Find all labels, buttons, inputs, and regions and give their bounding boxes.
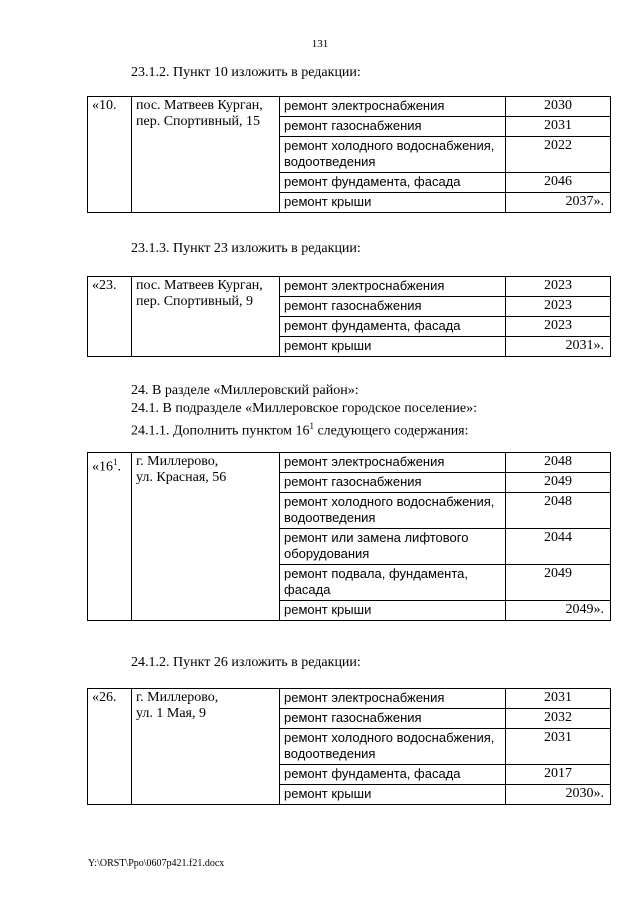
superscript: 1: [309, 421, 314, 431]
section-24-heading: 24. В разделе «Миллеровский район»:: [131, 383, 359, 398]
heading-text: следующего содержания:: [313, 423, 469, 439]
table-row: [88, 453, 611, 473]
work-year: 2037».: [506, 193, 611, 213]
item-address: [132, 689, 280, 805]
address-line-1: г. Миллерово,: [136, 454, 219, 469]
work-year: 2031».: [506, 337, 611, 357]
table-item-26: [87, 688, 611, 805]
section-24-1-2-heading: 24.1.2. Пункт 26 изложить в редакции:: [131, 655, 361, 670]
table-row: [88, 277, 611, 297]
work-year: 2022: [506, 137, 611, 173]
work-year: 2031: [506, 729, 611, 765]
work-year: 2049».: [506, 601, 611, 621]
table-item-23: [87, 276, 611, 357]
work-type: ремонт электроснабжения: [280, 689, 506, 709]
item-number-main: «16: [92, 459, 113, 475]
work-type: ремонт подвала, фундамента, фасада: [280, 565, 506, 601]
item-number: «10.: [88, 97, 132, 213]
work-type: ремонт крыши: [280, 785, 506, 805]
work-year: 2031: [506, 689, 611, 709]
address-line-1: пос. Матвеев Курган,: [136, 98, 263, 113]
section-24-1-1-heading: [131, 418, 469, 440]
work-type: ремонт крыши: [280, 193, 506, 213]
work-year: 2030».: [506, 785, 611, 805]
work-type: ремонт крыши: [280, 337, 506, 357]
section-24-1-heading: 24.1. В подразделе «Миллеровское городское поселение»:: [131, 401, 477, 416]
work-type: ремонт газоснабжения: [280, 473, 506, 493]
address-line-2: ул. 1 Мая, 9: [136, 706, 206, 721]
table-item-10: [87, 96, 611, 213]
footer-file-path: Y:\ORST\Ppo\0607p421.f21.docx: [88, 858, 225, 869]
item-number: «23.: [88, 277, 132, 357]
heading-text: 24.1.1. Дополнить пунктом 16: [131, 423, 310, 439]
table-item-16-1: [87, 452, 611, 621]
table-row: [88, 689, 611, 709]
work-type: ремонт газоснабжения: [280, 117, 506, 137]
item-number-tail: .: [117, 459, 121, 475]
address-line-2: пер. Спортивный, 15: [136, 114, 260, 129]
work-type: ремонт фундамента, фасада: [280, 173, 506, 193]
item-address: [132, 97, 280, 213]
address-line-1: пос. Матвеев Курган,: [136, 278, 263, 293]
work-type: ремонт холодного водоснабжения, водоотведения: [280, 729, 506, 765]
work-type: ремонт фундамента, фасада: [280, 317, 506, 337]
address-line-1: г. Миллерово,: [136, 690, 219, 705]
work-year: 2031: [506, 117, 611, 137]
work-type: ремонт или замена лифтового оборудования: [280, 529, 506, 565]
item-address: [132, 277, 280, 357]
work-year: 2023: [506, 317, 611, 337]
item-number: [88, 453, 132, 621]
work-year: 2048: [506, 453, 611, 473]
work-year: 2048: [506, 493, 611, 529]
work-year: 2044: [506, 529, 611, 565]
work-type: ремонт газоснабжения: [280, 297, 506, 317]
section-23-1-2-heading: 23.1.2. Пункт 10 изложить в редакции:: [131, 65, 361, 80]
work-year: 2032: [506, 709, 611, 729]
work-year: 2049: [506, 565, 611, 601]
work-type: ремонт фундамента, фасада: [280, 765, 506, 785]
address-line-2: пер. Спортивный, 9: [136, 294, 253, 309]
work-type: ремонт электроснабжения: [280, 453, 506, 473]
work-type: ремонт электроснабжения: [280, 97, 506, 117]
work-type: ремонт электроснабжения: [280, 277, 506, 297]
item-address: [132, 453, 280, 621]
work-type: ремонт холодного водоснабжения, водоотведения: [280, 137, 506, 173]
work-type: ремонт крыши: [280, 601, 506, 621]
address-line-2: ул. Красная, 56: [136, 470, 227, 485]
work-year: 2049: [506, 473, 611, 493]
work-year: 2023: [506, 297, 611, 317]
table-row: [88, 97, 611, 117]
work-type: ремонт холодного водоснабжения, водоотведения: [280, 493, 506, 529]
section-23-1-3-heading: 23.1.3. Пункт 23 изложить в редакции:: [131, 241, 361, 256]
work-type: ремонт газоснабжения: [280, 709, 506, 729]
work-year: 2017: [506, 765, 611, 785]
work-year: 2046: [506, 173, 611, 193]
item-number: «26.: [88, 689, 132, 805]
work-year: 2023: [506, 277, 611, 297]
page-number: 131: [311, 38, 329, 50]
superscript: 1: [113, 457, 118, 467]
work-year: 2030: [506, 97, 611, 117]
